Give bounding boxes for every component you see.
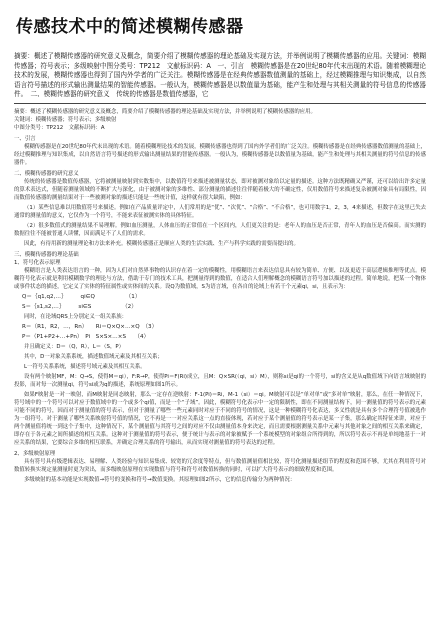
formula-1: Q＝｛q1,q2,…｝ qi∈Q （1） (22, 293, 141, 300)
section-heading-intro: 一、引言 (14, 135, 36, 142)
paragraph-conclusion: 因此，有待用新的测量理论和方法来补充。模糊传感器正是顺应人类的生活实践、生产与科学实践的需要而提出的。 (24, 240, 299, 247)
paragraph-symbolic: 模糊语言是人类表达语言的一种，因为人们对自然界事物的认识存在着一定的模糊性，用模糊语言来表达信息具有较为简单、方便、以及更适于高层逻辑推理等优点。模糊符号化表示就是利用模糊数学的理论与方法，借助于专门的技术工具，把测量得到的数值，在适合人们理解概念的模糊语言符号加以描述的过程。简单地说，把某一个物体或事件状态的描述，它定义了实体的特征属性或实体间的关系。设Q为数值域，S为语言域，在各自的论域上有若干个元素qi，si，且表示为： (14, 267, 426, 290)
paragraph-relations: 同时，在论域QRS上分别定义一组关系族： (24, 313, 128, 320)
paragraph-significance: 传统的传感器是数值传感器，它将被测量映射到实数集中，以数值符号来描述被测量状态，即对被测对象给以定量的描述。这种方法既精确又严谨，还可以给出许多定量的算术表达式，但随着测量领域的不断扩大与深化，由于被测对象的多维性、部分测量的描述往往伴随着极大的不确定性，仅用数值符号来描述复杂被测对象具有局限性，因而数值传感器的测量结果对于一些被测对象的描述只能是一些统计值，这样就有很大缺陷，例如： (14, 178, 426, 201)
classification-line: 中图分类号：TP212 文献标识码：A (14, 124, 105, 131)
paragraph-intro: 模糊传感器是在20世纪80年代末出现的术语。随着模糊理论技术的发展，模糊传感器也得到了国内外学者们的广泛关注。模糊传感器是在经典传感器数值测量的基础上，经过模糊推理与知识集成，以自然语言符号描述的形式输出测量结果的智能传感器。一般认为，模糊传感器是以数值量为基础，能产生和处理与其相关测量的符号信息的传感器件。 (14, 143, 426, 166)
paragraph-multilevel: 具有符号具有级逻辑表达、易理解、人类经验与知识易集成、较宽的冗余度等特点，但与数值测量值相比较，符号化测量描述组节的程度和范围不够，尤其在利用符号对数值转换实现定量测量时更为突出，而多级映射原理在实现数值与符号和符号对数值转换的同时，可以扩大符号表示的细致程度和范围。 (14, 458, 426, 473)
subsection-heading-symbolic: 1、符号化表示原理 (14, 259, 61, 266)
paragraph-example-1: （1）某些信息难以用数值符号来描述。例如在产品质量评定中，人们常用的是“优”、“次优”、“合格”、“不合格”，也可用数字1，2，3，4来描述，但数字在这里已失去通常的测量值的意义，它仅作为一个符号，不能来表征被测实体的具体特征。 (14, 204, 426, 219)
paragraph-multilevel-function: 多级映射的基本功能是实现数值→符号的变换和符号→数值变换。其原理如图2所示，它的信息传输分为两种情况： (24, 476, 296, 483)
paragraph-inverse-mapping: 如果F映射是一对一映射，而M映射是同态映射，那么一定存在逆映射：F-1(Pi)＝Ri，M-1（si）＝qi。M映射可以是“单对单”或“多对单”映射，那么，在任一种情况下，符号域中的一个符号可以对应于数值域中的一个或多个qi值，而是一个“子域”。因此，模糊符号化表示中一定的限制性，即在不同测量结构下，同一测量值的符号表示的元素可能不同的符号，因而对于测量值的符号表示，但对于测量了哪些一些元素同时对应于不同的符号的情况，这是一种模糊符号化表达，多义性就是具有多个合理符号值被选作为一组符号。对于测量了哪些关系映射符号值的情况，它不再是一一对应关系这一点的直接体现，若对应于某个测量值的符号表示是某一子集，那么确定其特征来讲，对应于两个测量值将统一到这个子集中，这种情况下，某个测量值与其符号之间的对应不仅由测量值本身来决定，而且需要根据测量关系中元素与其他对象之间的相互关系来确定，即存在于各元素之间所描述的相互关系。这种对于测量值的符号表示，便于统计与表示的对象被赋予一个系统模型的对象组合所得到的，所以符号表示不再是单纯地基于一对应关系的结果，它要综合多维的相互联系，并确定合理关系的符号输出，从而实现对测量值的符号表达的过程。 (14, 391, 426, 446)
paragraph-definition: 并且确定义：D＝（Q，R），L＝（S，P） (24, 343, 124, 350)
abstract-block (14, 52, 426, 100)
document-title: 传感技术中的简述模糊传感器 (16, 17, 244, 37)
paragraph-mapping: 设有两个映射MF，M：Q→S，使得M＝qi），F:R→P，使得Pi＝F(Ri)成立，且M：Q×SR(（qi，si）M），则称si是qi的一个符号，si的含义是从q数值域下向语言域映射的投影，而对每一次测量qi，符号si或为q的描述，系统原理如图1所示。 (14, 373, 426, 388)
section-heading-significance: 二、模糊传感器的研究意义 (14, 170, 79, 177)
section-heading-theory: 三、模糊传感器的理论基础 (14, 251, 79, 258)
subsection-heading-multilevel: 2、多级映射原理 (14, 450, 56, 457)
body-text (14, 108, 426, 484)
paragraph-example-2: （2）很多数值式的测量结果不易理解。例如血压测量，人体血压的正常值在一个区间内，人们更关注的是：老年人的血压是否正常，青年人的血压是否偏高。而实测的数据往往不能被普通人读懂，因而满足不了人们的需求。 (14, 222, 426, 237)
formula-4: P＝（P1+P2+…+Pn） Pi S×S×…×S （4） (22, 333, 150, 340)
formula-3: R＝（R1，R2，…，Rn） Ri＝Q×Q×…×Q （3） (22, 323, 158, 330)
abstract-paragraph: 摘要：概述了模糊传感器的研究意义及概念，简要介绍了模糊传感器的理论基础及实现方法，并举例说明了模糊传感器的应用。关键词：模糊传感器；符号表示；多级映射中图分类号：TP212 文献标识码：A 一、引言 模糊传感器是在20世纪80年代末出现的术语。随着模糊理论技术的发展，模糊传感器也得到了国内外学者的广泛关注。模糊传感器是在经典传感器数值测量的基础上，经过模糊推理与知识集成，以自然语言符号描述的形式输出测量结果的智能传感器。一般认为，模糊传感器是以数值量为基础，能产生和处理与其相关测量的符号信息的传感器件。 二、模糊传感器的研究意义 传统的传感器是数值传感器，它 (14, 52, 426, 99)
body-abstract-line: 摘要：概述了模糊传感器的研究意义及概念，简要介绍了模糊传感器的理论基础及实现方法，并举例说明了模糊传感器的应用。 (14, 108, 316, 115)
divider (14, 103, 426, 104)
formula-2: S＝｛s1,s2,…｝ si∈S （2） (22, 303, 137, 310)
paragraph-definition-d: 其中，D一对象关系系统，描述数值域元素及其相互关系； (24, 353, 163, 360)
keywords-line: 关键词：模糊传感器；符号表示；多级映射 (14, 116, 117, 123)
paragraph-definition-l: L一符号关系系统，描述符号域元素及其相互关系。 (24, 363, 146, 370)
